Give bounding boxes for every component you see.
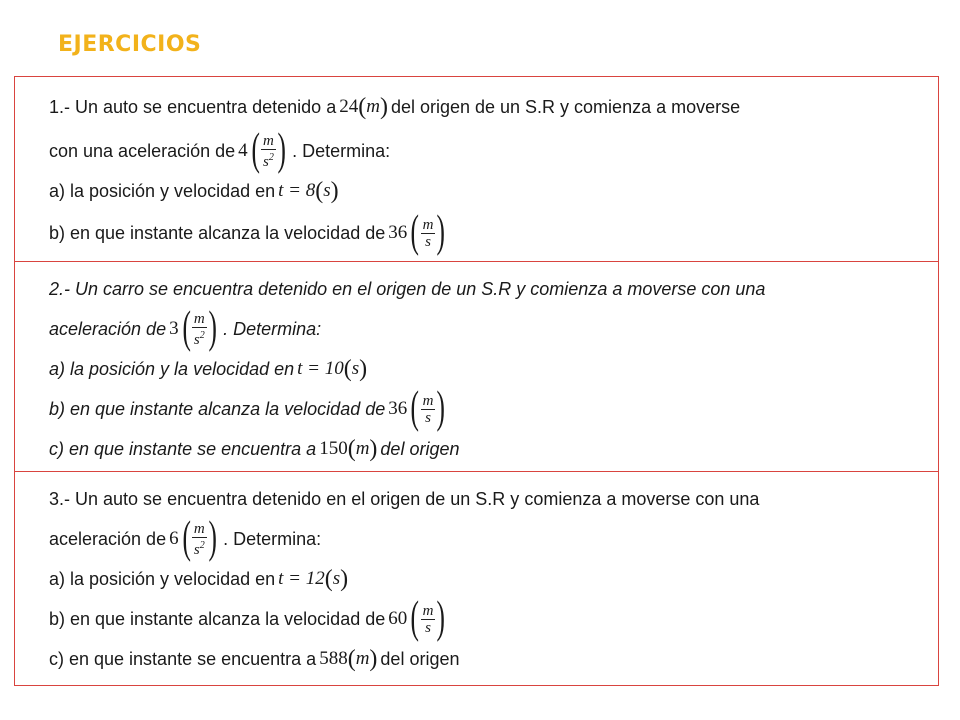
- exercise-1: [15, 77, 938, 261]
- exercise-1-acceleration: con una aceleración de 4 ( $\frac{m}{s^2}$ ) . Determina:: [49, 123, 391, 174]
- exercise-1-statement: 1.- Un auto se encuentra detenido a 24 ( m ) del origen de un S.R y comienza a moverse: [49, 93, 741, 120]
- exercise-3-question-b: b) en que instante alcanza la velocidad de 60 ( $\frac{m}{s}$ ): [49, 591, 446, 642]
- exercises-box: [14, 76, 939, 686]
- exercise-3-acceleration: aceleración de 6 ( $\frac{m}{s^2}$ ) . Determina:: [49, 511, 322, 562]
- exercise-3: [15, 471, 938, 685]
- page-title: EJERCICIOS: [58, 32, 202, 57]
- exercise-2: [15, 261, 938, 471]
- exercise-3-statement: 3.- Un auto se encuentra detenido en el origen de un S.R y comienza a moverse con una: [49, 488, 760, 509]
- exercise-1-question-b: b) en que instante alcanza la velocidad de 36 ( $\frac{m}{s}$ ): [49, 205, 446, 256]
- exercise-2-acceleration: aceleración de 3 ( $\frac{m}{s^2}$ ) . Determina:: [49, 301, 322, 352]
- exercise-1-question-a: a) la posición y velocidad en t = 8 ( s ): [49, 177, 339, 204]
- exercise-3-question-a: a) la posición y velocidad en t = 12 ( s ): [49, 565, 349, 592]
- exercise-2-statement: 2.- Un carro se encuentra detenido en el origen de un S.R y comienza a moverse con una: [49, 278, 766, 299]
- exercise-2-question-b: b) en que instante alcanza la velocidad de 36 ( $\frac{m}{s}$ ): [49, 381, 446, 432]
- exercise-3-question-c: c) en que instante se encuentra a 588 ( m ) del origen: [49, 645, 460, 672]
- exercise-2-question-a: a) la posición y la velocidad en t = 10 ( s ): [49, 355, 368, 382]
- exercise-2-question-c: c) en que instante se encuentra a 150 ( m ) del origen: [49, 435, 460, 462]
